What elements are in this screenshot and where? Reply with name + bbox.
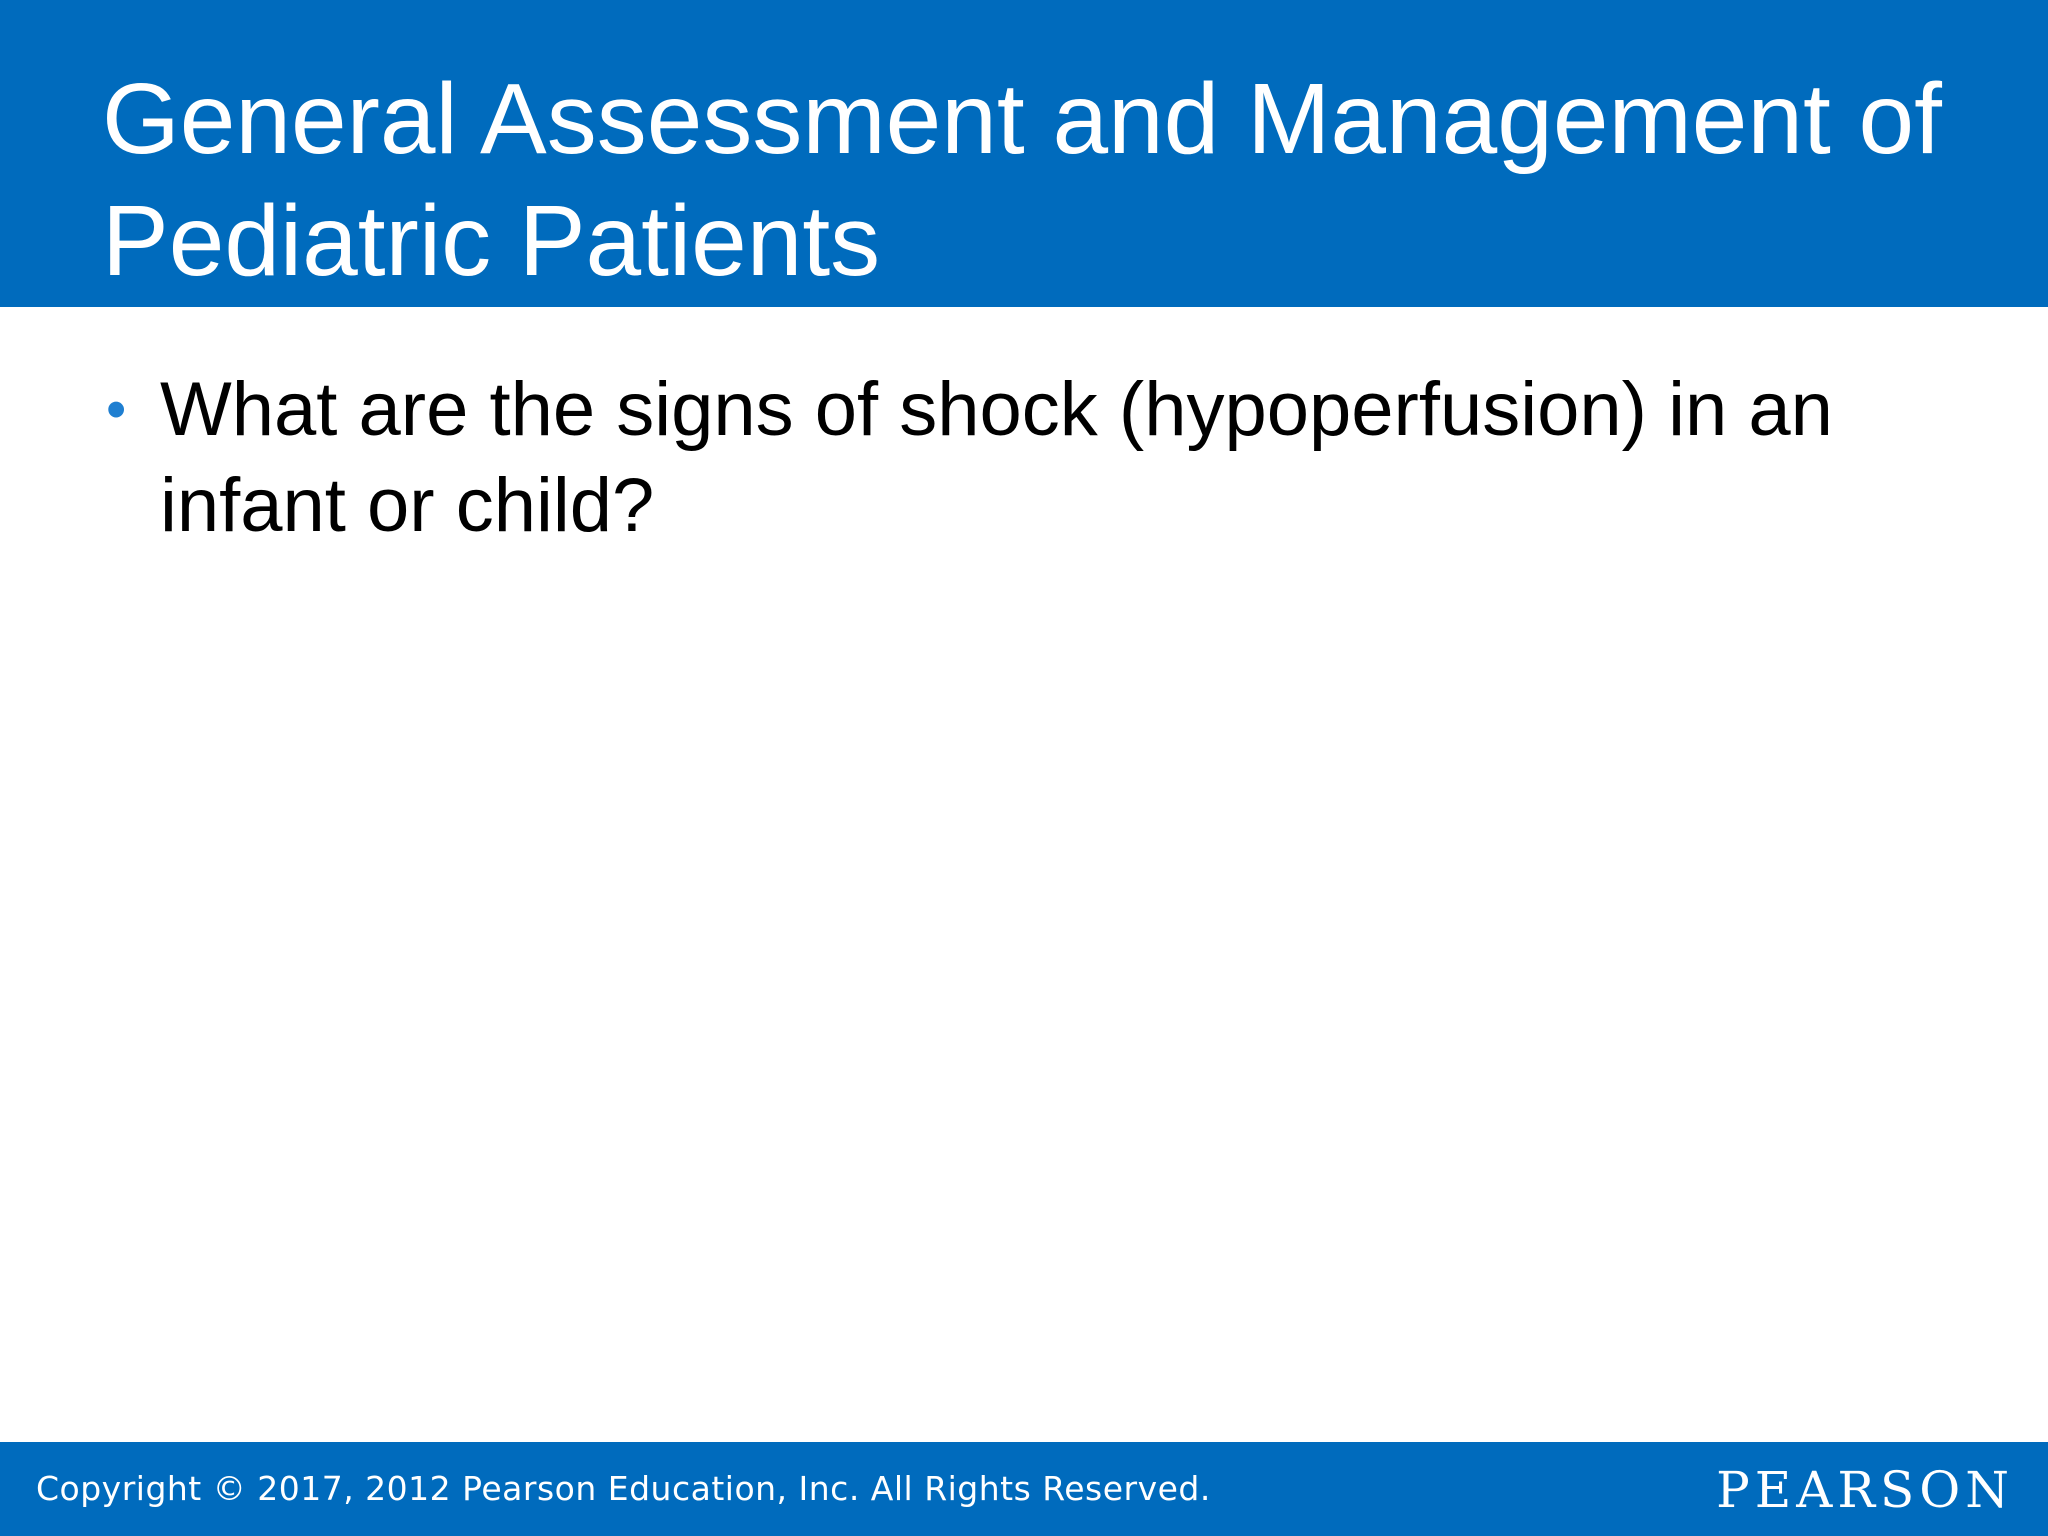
footer-bar (0, 1442, 2048, 1536)
bullet-marker: • (106, 377, 127, 442)
pearson-logo: PEARSON (1716, 1461, 2014, 1519)
copyright-notice: Copyright © 2017, 2012 Pearson Education, Inc. All Rights Reserved. (36, 1469, 1211, 1508)
bullet-list (102, 362, 1982, 554)
bullet-text: What are the signs of shock (hypoperfusion) in an infant or child? (160, 367, 1833, 548)
bullet-item (102, 362, 1982, 554)
title-bar (0, 0, 2048, 307)
slide-title: General Assessment and Management of Pediatric Patients (102, 63, 1942, 297)
